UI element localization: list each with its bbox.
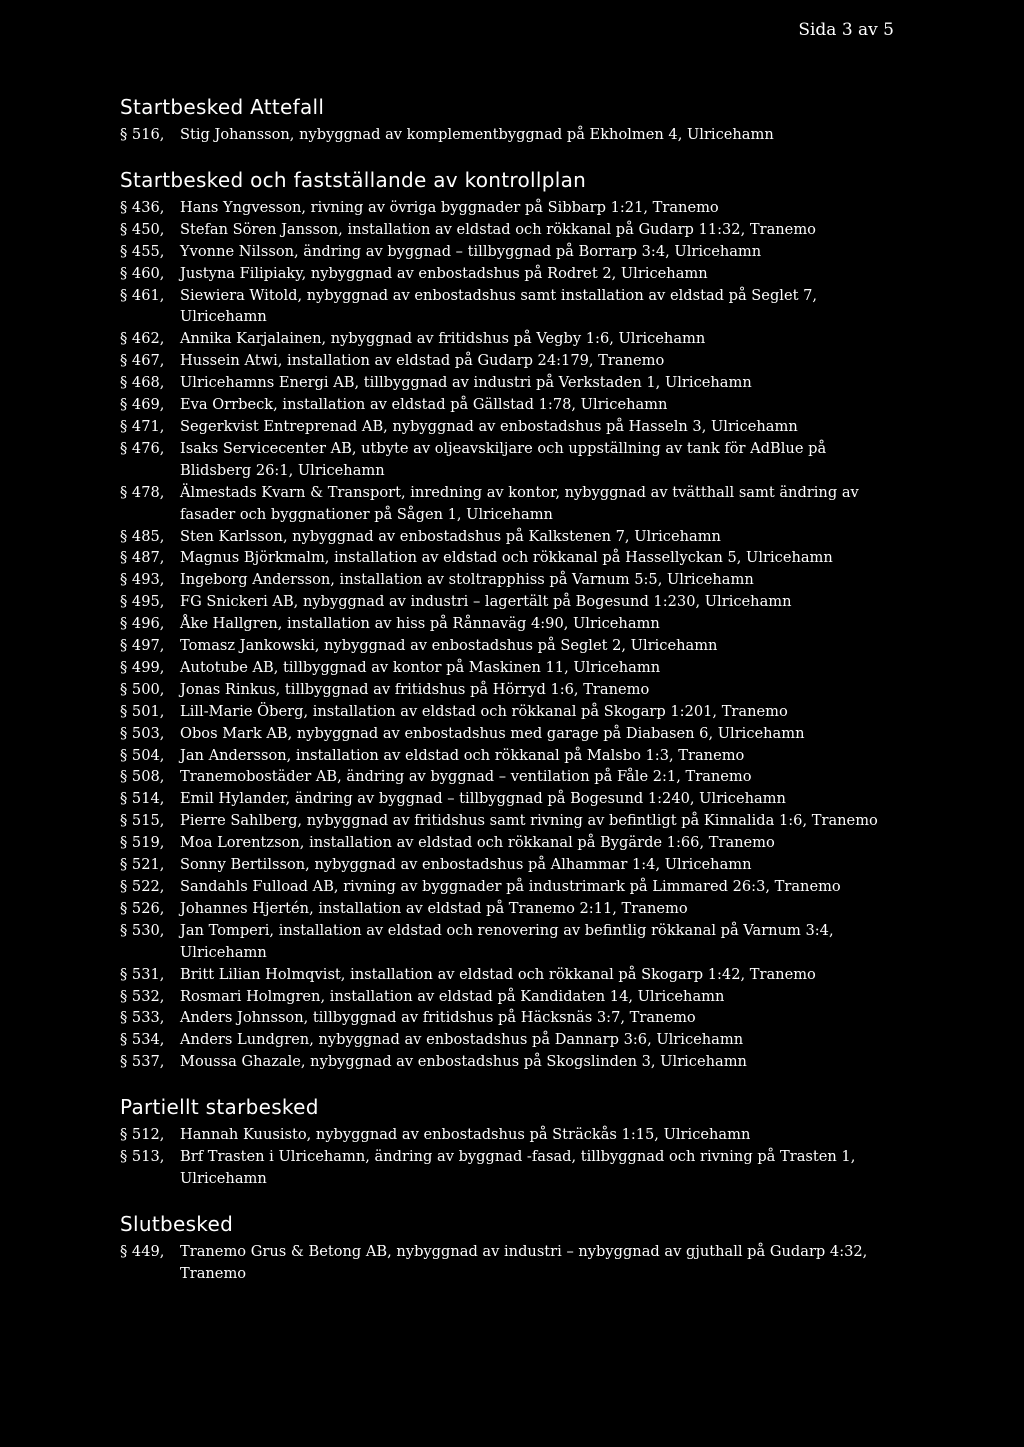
paragraph-number: § 462, [120,330,165,348]
list-item [120,124,880,146]
entry-text: FG Snickeri AB, nybyggnad av industri – lagertält på Bogesund 1:230, Ulricehamn [180,593,792,611]
paragraph-number: § 521, [120,856,165,874]
list-item [120,657,880,679]
list-item [120,635,880,657]
entry-text: Rosmari Holmgren, installation av eldstad på Kandidaten 14, Ulricehamn [180,987,725,1005]
paragraph-number: § 450, [120,220,165,238]
paragraph-number: § 537, [120,1053,165,1071]
paragraph-number: § 461, [120,286,165,304]
list-item [120,898,880,920]
paragraph-number: § 530, [120,921,165,939]
list-item [120,1007,880,1029]
entry-text: Tranemobostäder AB, ändring av byggnad – ventilation på Fåle 2:1, Tranemo [180,768,752,786]
entry-text: Moussa Ghazale, nybyggnad av enbostadshus på Skogslinden 3, Ulricehamn [180,1053,747,1071]
paragraph-number: § 504, [120,746,165,764]
paragraph-number: § 485, [120,527,165,545]
entry-text: Anders Lundgren, nybyggnad av enbostadshus på Dannarp 3:6, Ulricehamn [180,1031,744,1049]
list-item [120,263,880,285]
list-item [120,679,880,701]
paragraph-number: § 460, [120,264,165,282]
section-heading: Slutbesked [120,1211,234,1236]
list-item [120,482,880,526]
list-item [120,810,880,832]
entry-text: Sonny Bertilsson, nybyggnad av enbostadshus på Alhammar 1:4, Ulricehamn [180,856,752,874]
paragraph-number: § 476, [120,439,165,457]
paragraph-number: § 493, [120,571,165,589]
list-item [120,920,880,964]
list-item [120,241,880,263]
entry-text: Isaks Servicecenter AB, utbyte av oljeavskiljare och uppställning av tank för AdBlue på Blidsberg 26:1, Ulricehamn [180,439,827,479]
list-item [120,547,880,569]
list-item [120,854,880,876]
section [120,168,880,1073]
paragraph-number: § 487, [120,549,165,567]
entry-text: Ingeborg Andersson, installation av stoltrapphiss på Varnum 5:5, Ulricehamn [180,571,754,589]
paragraph-number: § 513, [120,1148,165,1166]
entry-list [120,1124,880,1190]
paragraph-number: § 531, [120,965,165,983]
entry-text: Annika Karjalainen, nybyggnad av fritidshus på Vegby 1:6, Ulricehamn [180,330,706,348]
paragraph-number: § 534, [120,1031,165,1049]
entry-text: Emil Hylander, ändring av byggnad – tillbyggnad på Bogesund 1:240, Ulricehamn [180,790,786,808]
entry-text: Magnus Björkmalm, installation av eldstad och rökkanal på Hassellyckan 5, Ulricehamn [180,549,833,567]
list-item [120,526,880,548]
entry-text: Hussein Atwi, installation av eldstad på Gudarp 24:179, Tranemo [180,352,665,370]
entry-list [120,197,880,1073]
list-item [120,745,880,767]
entry-text: Segerkvist Entreprenad AB, nybyggnad av enbostadshus på Hasseln 3, Ulricehamn [180,417,798,435]
section [120,1095,880,1190]
list-item [120,350,880,372]
entry-text: Siewiera Witold, nybyggnad av enbostadshus samt installation av eldstad på Seglet 7, Ulricehamn [180,286,818,326]
section-heading: Startbesked Attefall [120,95,325,119]
entry-text: Stig Johansson, nybyggnad av komplementbyggnad på Ekholmen 4, Ulricehamn [180,126,774,143]
list-item [120,1241,880,1285]
list-item [120,219,880,241]
entry-text: Sandahls Fulload AB, rivning av byggnader på industrimark på Limmared 26:3, Tranemo [180,878,841,895]
entry-text: Ulricehamns Energi AB, tillbyggnad av industri på Verkstaden 1, Ulricehamn [180,374,752,392]
document-body [120,95,880,1307]
entry-text: Johannes Hjertén, installation av eldstad på Tranemo 2:11, Tranemo [180,899,688,917]
entry-text: Eva Orrbeck, installation av eldstad på Gällstad 1:78, Ulricehamn [180,396,668,414]
page-number: Sida 3 av 5 [798,20,894,40]
entry-text: Tomasz Jankowski, nybyggnad av enbostadshus på Seglet 2, Ulricehamn [180,637,718,655]
list-item [120,372,880,394]
paragraph-number: § 478, [120,483,165,501]
paragraph-number: § 512, [120,1126,165,1144]
paragraph-number: § 499, [120,658,165,676]
entry-text: Jonas Rinkus, tillbyggnad av fritidshus på Hörryd 1:6, Tranemo [180,680,650,698]
paragraph-number: § 508, [120,768,165,786]
paragraph-number: § 449, [120,1242,165,1260]
list-item [120,1124,880,1146]
paragraph-number: § 533, [120,1009,165,1027]
paragraph-number: § 532, [120,987,165,1005]
list-item [120,986,880,1008]
list-item [120,438,880,482]
entry-text: Britt Lilian Holmqvist, installation av eldstad och rökkanal på Skogarp 1:42, Tranemo [180,965,816,983]
paragraph-number: § 516, [120,126,165,143]
list-item [120,591,880,613]
paragraph-number: § 522, [120,878,165,895]
entry-text: Moa Lorentzson, installation av eldstad och rökkanal på Bygärde 1:66, Tranemo [180,834,775,852]
entry-text: Lill-Marie Öberg, installation av eldstad och rökkanal på Skogarp 1:201, Tranemo [180,702,788,720]
list-item [120,766,880,788]
list-item [120,285,880,329]
section-heading: Partiellt starbesked [120,1095,319,1120]
paragraph-number: § 436, [120,198,165,216]
paragraph-number: § 495, [120,593,165,611]
section [120,95,880,146]
list-item [120,569,880,591]
paragraph-number: § 471, [120,417,165,435]
entry-text: Jan Tomperi, installation av eldstad och renovering av befintlig rökkanal på Varnum 3:4, Ulricehamn [180,921,834,961]
paragraph-number: § 514, [120,790,165,808]
entry-text: Pierre Sahlberg, nybyggnad av fritidshus samt rivning av befintligt på Kinnalida 1:6, Tranemo [180,812,878,830]
paragraph-number: § 519, [120,834,165,852]
paragraph-number: § 503, [120,724,165,742]
entry-list [120,124,880,146]
paragraph-number: § 497, [120,637,165,655]
paragraph-number: § 526, [120,899,165,917]
entry-text: Åke Hallgren, installation av hiss på Rånnaväg 4:90, Ulricehamn [180,615,660,633]
list-item [120,328,880,350]
entry-text: Brf Trasten i Ulricehamn, ändring av byggnad -fasad, tillbyggnad och rivning på Trasten 1, Ulricehamn [180,1148,856,1187]
paragraph-number: § 515, [120,812,165,830]
list-item [120,613,880,635]
entry-text: Jan Andersson, installation av eldstad och rökkanal på Malsbo 1:3, Tranemo [180,746,745,764]
entry-text: Tranemo Grus & Betong AB, nybyggnad av industri – nybyggnad av gjuthall på Gudarp 4:32, Tranemo [180,1242,868,1282]
entry-text: Obos Mark AB, nybyggnad av enbostadshus med garage på Diabasen 6, Ulricehamn [180,724,805,742]
paragraph-number: § 496, [120,615,165,633]
entry-text: Stefan Sören Jansson, installation av eldstad och rökkanal på Gudarp 11:32, Tranemo [180,220,816,238]
paragraph-number: § 455, [120,242,165,260]
list-item [120,723,880,745]
list-item [120,876,880,898]
entry-text: Justyna Filipiaky, nybyggnad av enbostadshus på Rodret 2, Ulricehamn [180,264,708,282]
entry-text: Älmestads Kvarn & Transport, inredning av kontor, nybyggnad av tvätthall samt ändring av fasader och byggnationer på Sågen 1, Ulricehamn [180,483,859,523]
entry-text: Yvonne Nilsson, ändring av byggnad – tillbyggnad på Borrarp 3:4, Ulricehamn [180,242,762,260]
paragraph-number: § 467, [120,352,165,370]
list-item [120,832,880,854]
entry-text: Sten Karlsson, nybyggnad av enbostadshus på Kalkstenen 7, Ulricehamn [180,527,721,545]
list-item [120,394,880,416]
paragraph-number: § 500, [120,680,165,698]
list-item [120,701,880,723]
entry-text: Hannah Kuusisto, nybyggnad av enbostadshus på Sträckås 1:15, Ulricehamn [180,1126,751,1144]
entry-text: Hans Yngvesson, rivning av övriga byggnader på Sibbarp 1:21, Tranemo [180,198,719,216]
section [120,1212,880,1285]
list-item [120,1051,880,1073]
entry-list [120,1241,880,1285]
list-item [120,788,880,810]
entry-text: Anders Johnsson, tillbyggnad av fritidshus på Häcksnäs 3:7, Tranemo [180,1009,696,1027]
paragraph-number: § 501, [120,702,165,720]
list-item [120,197,880,219]
section-heading: Startbesked och fastställande av kontrollplan [120,167,587,192]
list-item [120,1029,880,1051]
list-item [120,964,880,986]
entry-text: Autotube AB, tillbyggnad av kontor på Maskinen 11, Ulricehamn [180,658,661,676]
paragraph-number: § 469, [120,396,165,414]
list-item [120,416,880,438]
paragraph-number: § 468, [120,374,165,392]
list-item [120,1146,880,1190]
